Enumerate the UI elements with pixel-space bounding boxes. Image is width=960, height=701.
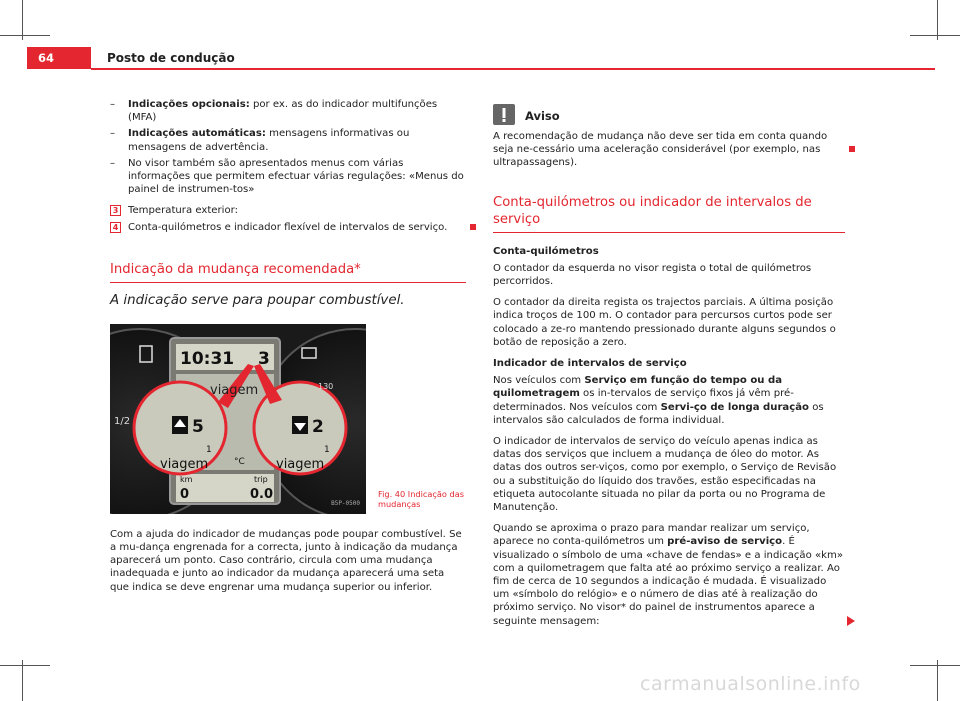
- callout-number-badge: 3: [110, 205, 121, 216]
- section-end-marker: [849, 146, 855, 152]
- numbered-item-text: Conta-quilómetros e indicador flexível de intervalos de serviço.: [128, 221, 448, 233]
- display-trip-label: trip: [254, 474, 268, 484]
- crop-mark: [22, 660, 23, 701]
- section-title: Conta-quilómetros ou indicador de intervalos de serviço: [493, 194, 845, 233]
- list-item-text: No visor também são apresentados menus com várias informações que permitem efectuar várias regulações: «Menus do painel de instrumen-tos»: [128, 157, 464, 196]
- section-subtitle: A indicação serve para poupar combustível.: [110, 292, 405, 308]
- page-header-title: Posto de condução: [107, 51, 235, 65]
- continue-arrow-icon: [847, 616, 855, 626]
- callout-number-badge: 4: [110, 222, 121, 233]
- display-word-bottom-left: viagem: [160, 456, 209, 472]
- paragraph: O contador da direita regista os trajectos parciais. A última posição indica troços de 100 m. O contador para percursos curtos pode ser colocado a ze-ro mantendo pressionado durante alguns segundos o botão de reposição a zero.: [493, 297, 836, 348]
- display-gear-up: 5: [192, 416, 204, 437]
- crop-mark: [22, 0, 23, 40]
- header-rule: [91, 68, 935, 70]
- subheading: Conta-quilómetros: [493, 245, 599, 257]
- paragraph: Quando se aproxima o prazo para mandar realizar um serviço, aparece no conta-quilómetros um pré-aviso de serviço. É visualizado o símbolo de uma «chave de fendas» e a indicação «km» com a quilometragem que falta até ao próximo serviço a realizar. Ao fim de cerca de 10 segundos a indicação é mudada. É visualizado um «símbolo do relógio» e o número de dias até à realização do próximo serviço. No visor* do painel de instrumentos aparece a seguinte mensagem:: [493, 522, 845, 628]
- crop-mark: [937, 660, 938, 701]
- list-item-term: Indicações automáticas:: [128, 128, 266, 140]
- paragraph: Com a ajuda do indicador de mudanças pode poupar combustível. Se a mu-dança engrenada for a correcta, junto à indicação da mudança aparecerá um ponto. Caso contrário, circula com uma mudança inadequada e junto ao indicador da mudança aparecerá uma seta que indica se deve engrenar uma mudança superior ou inferior.: [110, 528, 462, 593]
- gauge-half-label: 1/2: [114, 415, 131, 427]
- numbered-item-text: Temperatura exterior:: [128, 205, 239, 217]
- figure: [110, 324, 466, 514]
- warning-label: Aviso: [525, 109, 560, 123]
- watermark: carmanualsonline.info: [640, 673, 861, 695]
- list-item-text: por ex. as do indicador multifunções (MFA): [128, 99, 438, 124]
- paragraph: O indicador de intervalos de serviço do veículo apenas indica as datas dos serviços que incluem a mudança de óleo do motor. As datas dos outros ser-viços, como por exemplo, o Serviço de Revisão ou a substituição do líquido dos travões, estão especificadas na etiqueta autocolante situada no pilar da porta ou no Programa de Manutenção.: [493, 436, 837, 514]
- display-km-value: 0: [180, 486, 190, 502]
- numbered-item: [110, 204, 466, 217]
- display-gear-down: 2: [312, 416, 324, 437]
- list-item: – No visor também são apresentados menus com várias informações que permitem efectuar várias regulações: «Menus do painel de instrumen-tos»: [110, 157, 464, 196]
- crop-mark: [910, 35, 960, 36]
- left-column: [110, 98, 466, 602]
- gauge-number-label: 130: [318, 381, 334, 391]
- section-title: Indicação da mudança recomendada*: [110, 261, 466, 283]
- display-gear-top: 3: [258, 348, 270, 369]
- display-temp-unit: °C: [234, 456, 245, 467]
- section-end-marker: [470, 224, 476, 230]
- display-km-label: km: [180, 474, 193, 484]
- list-item-text: mensagens informativas ou mensagens de advertência.: [128, 128, 410, 153]
- warning-text: A recomendação de mudança não deve ser tida em conta quando seja ne-cessário uma aceleração considerável (por exemplo, nas ultrapassagens).: [493, 130, 845, 170]
- numbered-item: [110, 221, 466, 234]
- page-number: 64: [38, 51, 55, 65]
- instrument-cluster-photo: [110, 324, 366, 514]
- warning-icon: [493, 104, 515, 125]
- paragraph: Nos veículos com Serviço em função do tempo ou da quilometragem os in-tervalos de serviço fixos já vêm pré-determinados. Nos veículos com Servi-ço de longa duração os intervalos são calculados de forma individual.: [493, 375, 824, 426]
- display-clock: 10:31: [180, 348, 235, 369]
- crop-mark: [0, 665, 50, 666]
- paragraph: O contador da esquerda no visor regista o total de quilómetros percorridos.: [493, 262, 812, 288]
- list-item: – Indicações automáticas: mensagens informativas ou mensagens de advertência.: [110, 128, 410, 153]
- display-trip-value: 0.0: [250, 486, 274, 502]
- crop-mark: [937, 0, 938, 40]
- subheading: Indicador de intervalos de serviço: [493, 358, 687, 370]
- crop-mark: [910, 665, 960, 666]
- crop-mark: [0, 35, 50, 36]
- page-number-box: [27, 47, 91, 69]
- list-item: – Indicações opcionais: por ex. as do indicador multifunções (MFA): [110, 99, 438, 124]
- display-word-top: viagem: [210, 382, 259, 398]
- right-column: [493, 104, 845, 636]
- display-right-digit: 1: [324, 444, 330, 455]
- list-item-term: Indicações opcionais:: [128, 99, 250, 110]
- figure-caption: Fig. 40 Indicação das mudanças: [378, 488, 465, 509]
- display-word-bottom-right: viagem: [276, 456, 325, 472]
- figure-code: B5P-0500: [331, 499, 360, 507]
- warning-heading: [493, 104, 845, 126]
- display-left-digit: 1: [206, 444, 212, 455]
